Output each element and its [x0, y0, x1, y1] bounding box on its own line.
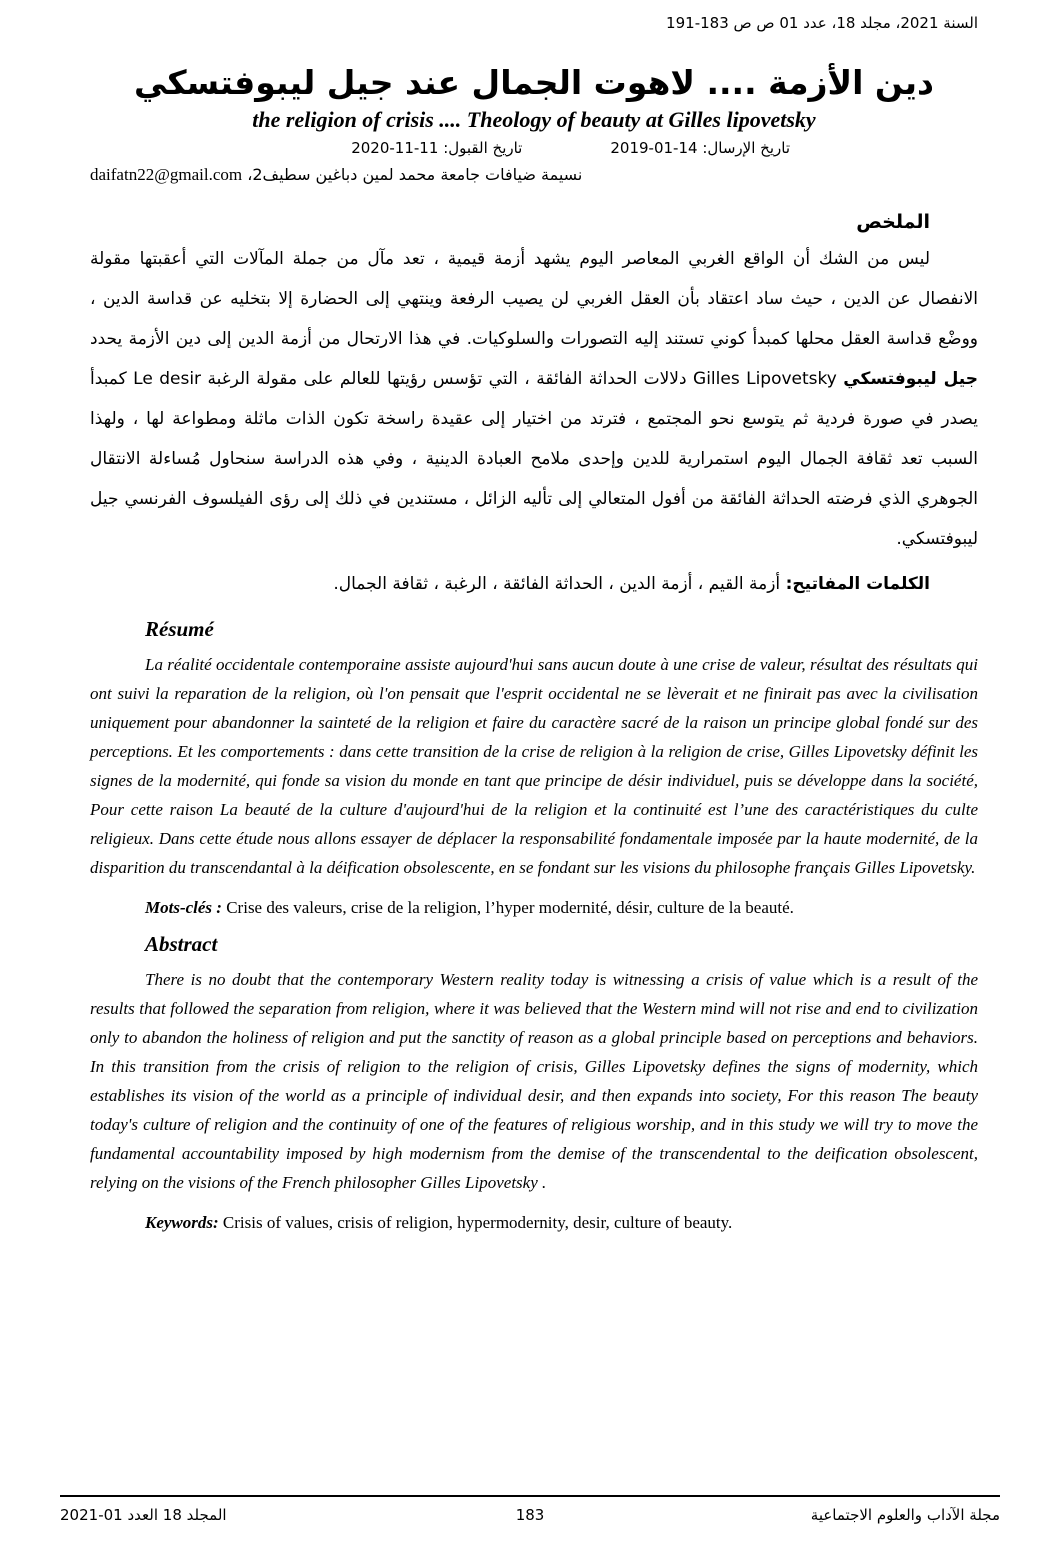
abstract-arabic-body [90, 239, 978, 559]
mots-cles-label: Mots-clés : [145, 897, 222, 917]
article-title-arabic: دين الأزمة .... لاهوت الجمال عند جيل ليبوفتسكي [134, 63, 934, 102]
author-email: daifatn22@gmail.com [90, 164, 243, 184]
page-footer [60, 1495, 1000, 1524]
keywords-arabic-text: أزمة القيم ، أزمة الدين ، الحداثة الفائقة ، الرغبة ، ثقافة الجمال. [333, 573, 786, 594]
abstract-arabic-part2: Gilles Lipovetsky دلالات الحداثة الفائقة ، التي تؤسس رؤيتها للعالم على مقولة الرغبة Le desir كمبدأ يصدر في صورة فردية ثم يتوسع نحو المجتمع ، فترتد من اختيار إلى عقيدة راسخة تكون الذات ماثلة ومطواعة لها ، ولهذا السبب تعد ثقافة الجمال اليوم استمرارية للدين وإحدى ملامح العبادة الدينية ، وفي هذه الدراسة سنحاول مُساءلة الانتقال الجوهري الذي فرضته الحداثة الفائقة من أفول المتعالي إلى تأليه الزائل ، مستندين في ذلك إلى رؤى الفيلسوف الفرنسي جيل ليبوفتسكي. [90, 368, 978, 549]
footer-volume-issue: المجلد 18 العدد 01-2021 [60, 1506, 227, 1524]
footer-page-number: 183 [515, 1506, 545, 1524]
journal-issue-info: السنة 2021، مجلد 18، عدد 01 ص ص 183-191 [666, 14, 978, 32]
author-line [90, 165, 978, 185]
abstract-arabic-bold-name: جيل ليبوفتسكي [843, 368, 978, 389]
received-date-label: تاريخ الإرسال: [702, 138, 790, 157]
keywords-english-line [145, 1213, 978, 1233]
received-date-value: 2019-01-14 [610, 138, 698, 157]
submission-dates [90, 139, 978, 157]
keywords-english-label: Keywords: [145, 1212, 219, 1232]
accepted-date-label: تاريخ القبول: [443, 138, 523, 157]
resume-body: La réalité occidentale contemporaine assiste aujourd'hui sans aucun doute à une crise de valeur, résultat des résultats qui ont suivi la reparation de la religion, où l'on pensait que l'esprit occidental ne se lèverait et ne finirait pas avec la civilisation uniquement pour abandonner la sainteté de la religion et faire du caractère sacré de la raison un principe global fondé sur des perceptions. Et les comportements : dans cette transition de la crise de religion à la religion de crise, Gilles Lipovetsky définit les signes de la modernité, qui fonde sa vision du monde en tant que principe de désir individuel, puis se développe dans la société, Pour cette raison La beauté de la culture d'aujourd'hui de la religion et la continuité est l’une des caractéristiques du culte religieux. Dans cette étude nous allons essayer de déplacer la responsabilité fondamentale imposée par la haute modernité, de la disparition du transcendantal à la déification obsolescente, en se fondant sur les visions du philosophe français Gilles Lipovetsky. [90, 654, 978, 877]
mots-cles-text: Crise des valeurs, crise de la religion, l’hyper modernité, désir, culture de la beauté. [221, 897, 794, 917]
keywords-english-text: Crisis of values, crisis of religion, hypermodernity, desir, culture of beauty. [218, 1212, 733, 1232]
author-name-affiliation: نسيمة ضيافات جامعة محمد لمين دباغين سطيف2، [247, 164, 583, 184]
accepted-date-value: 2020-11-11 [351, 138, 439, 157]
mots-cles-line [145, 898, 978, 918]
abstract-english-body: There is no doubt that the contemporary Western reality today is witnessing a crisis of value which is a result of the results that followed the separation from religion, where it was believed that the Western mind will not rise and end to civilization only to abandon the holiness of religion and put the sanctity of reason as a global principle based on perceptions and behaviors. In this transition from the crisis of religion to the religion of crisis, Gilles Lipovetsky defines the signs of modernity, which establishes its vision of the world as a principle of individual desir, and then expands into society, For this reason The beauty today's culture of religion and the continuity of one of the features of religious worship, and in this study we will try to move the fundamental accountability imposed by high modernism from the demise of the transcendental to the deification obsolescent, relying on the visions of the French philosopher Gilles Lipovetsky . [90, 969, 978, 1192]
abstract-arabic-part1: ليس من الشك أن الواقع الغربي المعاصر اليوم يشهد أزمة قيمية ، تعد مآل من جملة المآلات التي أعقبتها مقولة الانفصال عن الدين ، حيث ساد اعتقاد بأن العقل الغربي لن يصيب الرفعة وينتهي إلى الحضارة إلا بتخليه عن قداسة الدين ، ووضْع قداسة العقل محلها كمبدأ كوني تستند إليه التصورات والسلوكيات. في هذا الارتحال من أزمة الدين إلى دين الأزمة يحدد [90, 248, 978, 349]
abstract-arabic-heading: الملخص [856, 210, 930, 233]
abstract-english-heading: Abstract [145, 931, 218, 956]
keywords-arabic-label: الكلمات المفاتيح: [785, 573, 930, 594]
article-title-english: the religion of crisis .... Theology of beauty at Gilles lipovetsky [252, 106, 816, 132]
resume-heading: Résumé [145, 616, 214, 641]
keywords-arabic-line [90, 565, 978, 603]
received-date [610, 139, 790, 157]
footer-journal-name: مجلة الآداب والعلوم الاجتماعية [810, 1506, 1001, 1524]
accepted-date [351, 139, 522, 157]
